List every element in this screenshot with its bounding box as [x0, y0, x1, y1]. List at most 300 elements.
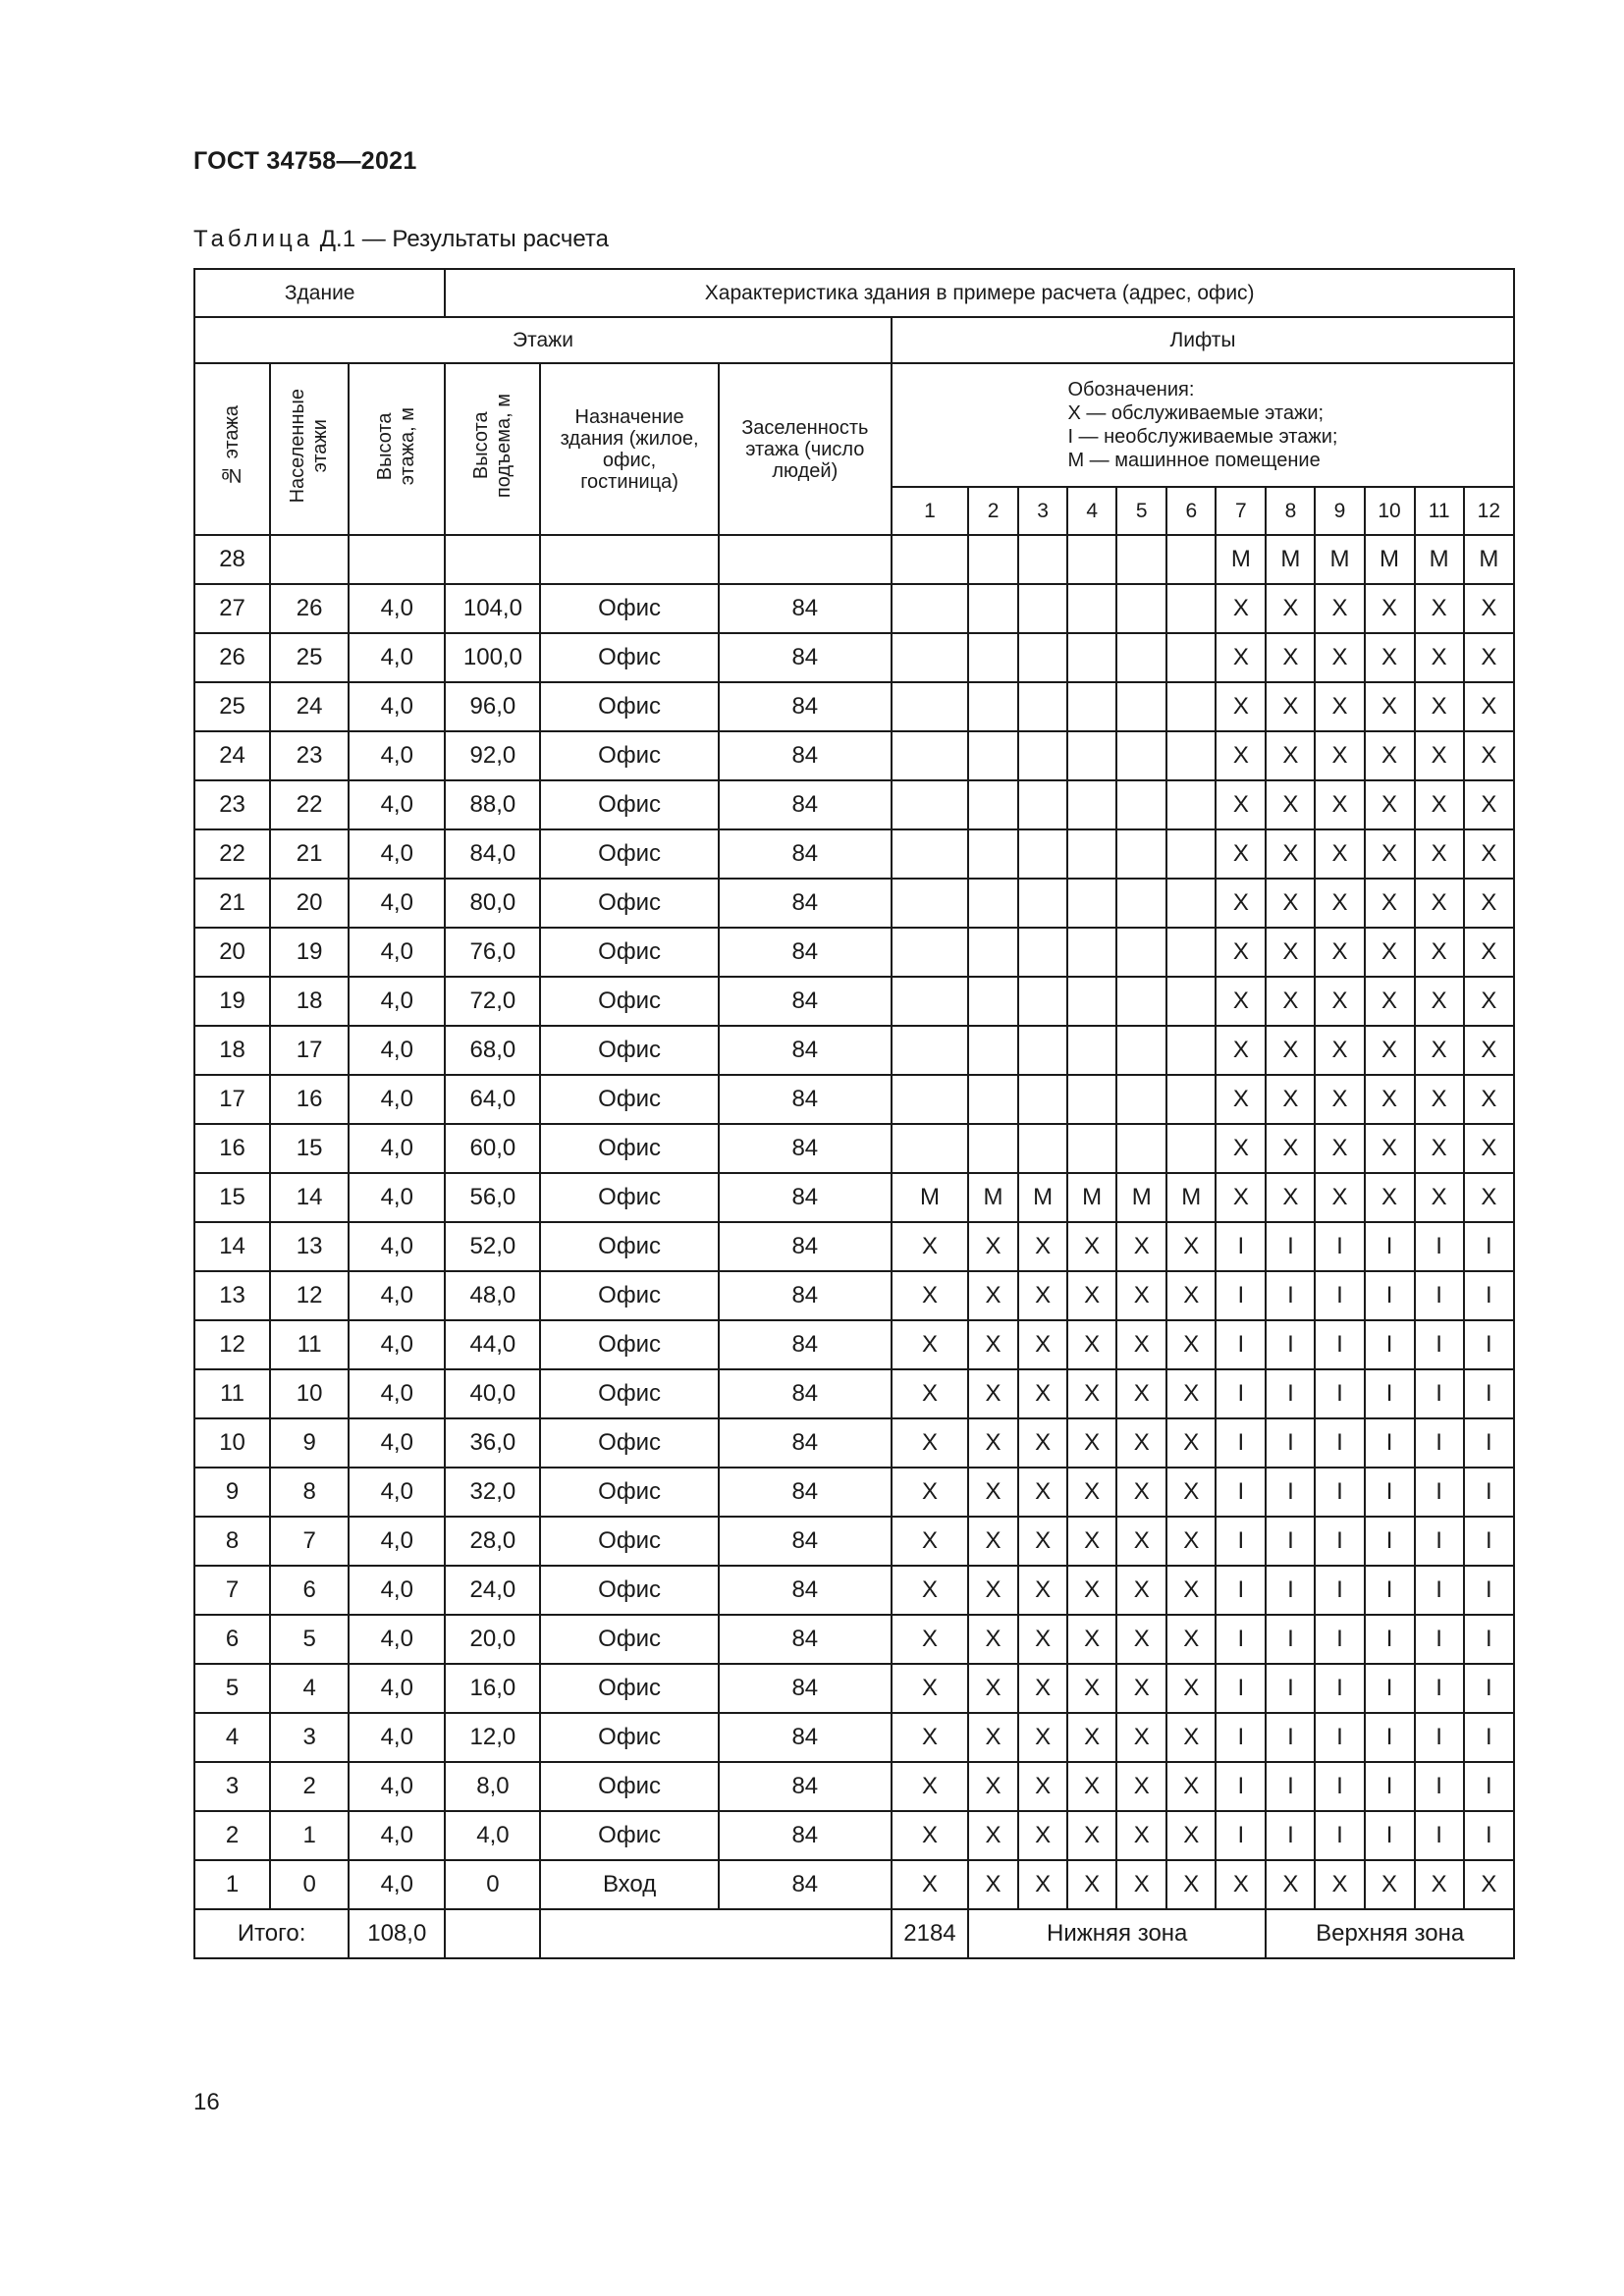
cell-purpose: Офис — [540, 1811, 718, 1860]
cell-lift-status: X — [1018, 1566, 1067, 1615]
cell-lift-status: M — [1018, 1173, 1067, 1222]
cell-lift-status: X — [1216, 1124, 1266, 1173]
cell-floor-height: 4,0 — [349, 1271, 445, 1320]
cell-lift-status: X — [1365, 1075, 1415, 1124]
cell-lift-status: X — [1315, 1124, 1364, 1173]
cell-lift-status — [968, 977, 1018, 1026]
cell-floor-height: 4,0 — [349, 1566, 445, 1615]
cell-lift-status: X — [1166, 1517, 1216, 1566]
cell-floor: 17 — [194, 1075, 270, 1124]
cell-populated: 3 — [270, 1713, 349, 1762]
document-header: ГОСТ 34758—2021 — [193, 147, 417, 175]
cell-floor: 11 — [194, 1369, 270, 1418]
cell-lift-status: X — [1216, 829, 1266, 879]
cell-occupancy: 84 — [719, 928, 892, 977]
cell-lift-status: X — [1266, 1860, 1315, 1909]
cell-lift-status: X — [1067, 1369, 1116, 1418]
cell-populated: 22 — [270, 780, 349, 829]
cell-occupancy: 84 — [719, 977, 892, 1026]
header-floor-height-line1: Высота — [374, 411, 397, 480]
table-row — [194, 1811, 1514, 1860]
cell-lift-status — [968, 682, 1018, 731]
cell-lift-status — [1018, 977, 1067, 1026]
cell-floor-height: 4,0 — [349, 1075, 445, 1124]
cell-lift-status — [1067, 682, 1116, 731]
cell-lift-status — [968, 535, 1018, 584]
cell-lift-status — [1018, 1026, 1067, 1075]
cell-lift-status: I — [1415, 1468, 1464, 1517]
cell-lift-status: X — [1067, 1762, 1116, 1811]
cell-lift-height: 76,0 — [445, 928, 540, 977]
cell-lift-status — [1166, 977, 1216, 1026]
cell-lift-status: X — [1365, 1124, 1415, 1173]
cell-lift-height: 48,0 — [445, 1271, 540, 1320]
cell-lift-status: I — [1365, 1320, 1415, 1369]
cell-lift-status: X — [1464, 731, 1514, 780]
cell-lift-status: X — [1216, 1860, 1266, 1909]
cell-lift-status: X — [1365, 1026, 1415, 1075]
cell-lift-status: I — [1315, 1615, 1364, 1664]
table-row — [194, 1124, 1514, 1173]
cell-lift-status: X — [1018, 1664, 1067, 1713]
cell-lift-status: X — [1464, 829, 1514, 879]
cell-lift-status: I — [1365, 1811, 1415, 1860]
cell-floor: 6 — [194, 1615, 270, 1664]
cell-lift-height: 20,0 — [445, 1615, 540, 1664]
cell-populated: 23 — [270, 731, 349, 780]
cell-lift-status: I — [1464, 1713, 1514, 1762]
cell-lift-status: X — [1116, 1222, 1166, 1271]
cell-floor: 22 — [194, 829, 270, 879]
header-lift-number: 8 — [1266, 487, 1315, 535]
cell-lift-status: X — [1216, 682, 1266, 731]
cell-lift-status: X — [1266, 584, 1315, 633]
cell-lift-status: I — [1315, 1369, 1364, 1418]
cell-lift-status: X — [892, 1418, 968, 1468]
cell-floor: 3 — [194, 1762, 270, 1811]
cell-lift-status: X — [968, 1271, 1018, 1320]
cell-populated: 7 — [270, 1517, 349, 1566]
cell-lift-status — [1067, 535, 1116, 584]
cell-lift-status: I — [1415, 1517, 1464, 1566]
cell-floor-height: 4,0 — [349, 1860, 445, 1909]
table-row — [194, 879, 1514, 928]
cell-lift-status: X — [1464, 1075, 1514, 1124]
cell-lift-status: X — [1216, 1026, 1266, 1075]
cell-lift-status: X — [1166, 1811, 1216, 1860]
cell-lift-status: M — [1415, 535, 1464, 584]
header-lift-number: 12 — [1464, 487, 1514, 535]
cell-lift-status — [1018, 780, 1067, 829]
cell-floor-height: 4,0 — [349, 1026, 445, 1075]
cell-lift-status: I — [1216, 1517, 1266, 1566]
cell-lift-status: X — [1067, 1615, 1116, 1664]
cell-lift-status — [892, 780, 968, 829]
cell-lift-status: I — [1365, 1566, 1415, 1615]
header-lift-number: 5 — [1116, 487, 1166, 535]
cell-lift-status: X — [1216, 633, 1266, 682]
cell-lift-status: I — [1315, 1664, 1364, 1713]
cell-populated: 18 — [270, 977, 349, 1026]
cell-lift-status: X — [968, 1418, 1018, 1468]
cell-lift-status: I — [1216, 1615, 1266, 1664]
cell-lift-status: X — [1464, 633, 1514, 682]
cell-lift-height: 36,0 — [445, 1418, 540, 1468]
cell-lift-status: I — [1266, 1811, 1315, 1860]
cell-occupancy: 84 — [719, 1222, 892, 1271]
header-lifts-group: Лифты — [892, 317, 1514, 363]
table-row — [194, 1075, 1514, 1124]
cell-lift-status: X — [1315, 633, 1364, 682]
cell-floor-height: 4,0 — [349, 682, 445, 731]
cell-occupancy: 84 — [719, 1517, 892, 1566]
total-empty-lift-height — [445, 1909, 540, 1958]
header-lift-number: 4 — [1067, 487, 1116, 535]
cell-lift-status: X — [1365, 1173, 1415, 1222]
cell-purpose: Офис — [540, 1517, 718, 1566]
cell-lift-status — [892, 1026, 968, 1075]
cell-lift-status: I — [1315, 1713, 1364, 1762]
cell-floor-height: 4,0 — [349, 829, 445, 879]
cell-lift-status: X — [1166, 1222, 1216, 1271]
cell-lift-status — [1166, 535, 1216, 584]
cell-lift-status: X — [1365, 682, 1415, 731]
cell-lift-status: X — [1067, 1418, 1116, 1468]
table-row — [194, 780, 1514, 829]
cell-lift-status: M — [1266, 535, 1315, 584]
cell-occupancy: 84 — [719, 1075, 892, 1124]
header-lift-height-line1: Высота — [469, 411, 492, 480]
cell-lift-status: I — [1266, 1615, 1315, 1664]
cell-lift-status: I — [1415, 1762, 1464, 1811]
table-row — [194, 633, 1514, 682]
cell-lift-status: X — [1216, 1075, 1266, 1124]
cell-lift-status: I — [1464, 1271, 1514, 1320]
cell-lift-status: I — [1365, 1664, 1415, 1713]
cell-lift-status: X — [968, 1468, 1018, 1517]
cell-lift-status: I — [1216, 1713, 1266, 1762]
cell-floor: 23 — [194, 780, 270, 829]
cell-lift-status: I — [1464, 1468, 1514, 1517]
cell-lift-status — [1067, 633, 1116, 682]
cell-lift-height: 92,0 — [445, 731, 540, 780]
cell-lift-status: X — [1266, 731, 1315, 780]
cell-lift-status: X — [1266, 829, 1315, 879]
cell-lift-status: X — [1116, 1664, 1166, 1713]
cell-lift-status — [1116, 879, 1166, 928]
cell-floor-height: 4,0 — [349, 1615, 445, 1664]
cell-lift-status: X — [1166, 1762, 1216, 1811]
cell-lift-status: X — [892, 1762, 968, 1811]
cell-lift-status: X — [1415, 682, 1464, 731]
cell-floor-height: 4,0 — [349, 1418, 445, 1468]
cell-lift-status — [1116, 928, 1166, 977]
cell-lift-status: M — [1365, 535, 1415, 584]
cell-lift-status: X — [1018, 1860, 1067, 1909]
cell-lift-height: 32,0 — [445, 1468, 540, 1517]
table-row — [194, 1615, 1514, 1664]
cell-floor-height: 4,0 — [349, 977, 445, 1026]
cell-lift-status: X — [1166, 1566, 1216, 1615]
table-row — [194, 1664, 1514, 1713]
cell-lift-status: X — [1116, 1811, 1166, 1860]
table-row — [194, 1026, 1514, 1075]
cell-lift-status: I — [1415, 1811, 1464, 1860]
cell-lift-status: X — [1266, 977, 1315, 1026]
cell-lift-status — [1166, 1075, 1216, 1124]
cell-lift-status: I — [1415, 1369, 1464, 1418]
cell-lift-status — [1166, 780, 1216, 829]
cell-lift-status: X — [1116, 1320, 1166, 1369]
header-populated — [270, 363, 349, 535]
cell-purpose: Офис — [540, 1026, 718, 1075]
cell-lift-status: I — [1365, 1369, 1415, 1418]
cell-populated: 12 — [270, 1271, 349, 1320]
table-row — [194, 1369, 1514, 1418]
cell-purpose: Офис — [540, 1320, 718, 1369]
cell-lift-status: I — [1464, 1566, 1514, 1615]
header-lift-number: 10 — [1365, 487, 1415, 535]
cell-lift-status: X — [1464, 780, 1514, 829]
cell-lift-status — [892, 829, 968, 879]
cell-populated: 11 — [270, 1320, 349, 1369]
cell-lift-status: M — [1315, 535, 1364, 584]
cell-floor: 7 — [194, 1566, 270, 1615]
cell-lift-status: X — [1116, 1762, 1166, 1811]
cell-occupancy: 84 — [719, 1468, 892, 1517]
cell-lift-status: X — [1415, 1860, 1464, 1909]
cell-lift-status: I — [1216, 1811, 1266, 1860]
cell-lift-status: X — [1464, 1173, 1514, 1222]
cell-lift-status: M — [1216, 535, 1266, 584]
cell-floor: 13 — [194, 1271, 270, 1320]
cell-lift-status: I — [1266, 1664, 1315, 1713]
cell-lift-status: X — [968, 1566, 1018, 1615]
cell-lift-status — [892, 584, 968, 633]
cell-lift-status: X — [1464, 928, 1514, 977]
cell-floor: 16 — [194, 1124, 270, 1173]
cell-floor: 8 — [194, 1517, 270, 1566]
cell-floor-height: 4,0 — [349, 1762, 445, 1811]
cell-lift-status — [1116, 977, 1166, 1026]
cell-lift-status: X — [1166, 1369, 1216, 1418]
cell-populated: 4 — [270, 1664, 349, 1713]
cell-lift-status: X — [1365, 977, 1415, 1026]
cell-lift-status: X — [968, 1320, 1018, 1369]
cell-lift-status — [1067, 1075, 1116, 1124]
cell-lift-status — [968, 1026, 1018, 1075]
cell-lift-status: X — [1166, 1664, 1216, 1713]
legend-line: Обозначения: — [1067, 378, 1195, 400]
cell-lift-status — [1116, 535, 1166, 584]
cell-lift-status: I — [1266, 1271, 1315, 1320]
cell-lift-status: X — [968, 1713, 1018, 1762]
cell-lift-status — [1018, 879, 1067, 928]
cell-lift-status: I — [1464, 1517, 1514, 1566]
cell-lift-status: X — [1067, 1468, 1116, 1517]
cell-lift-status: X — [1365, 1860, 1415, 1909]
cell-lift-status: I — [1415, 1271, 1464, 1320]
cell-lift-status: X — [1116, 1566, 1166, 1615]
table-row — [194, 535, 1514, 584]
cell-lift-status — [1018, 1124, 1067, 1173]
cell-populated: 6 — [270, 1566, 349, 1615]
header-populated-line1: Населенные — [287, 389, 309, 504]
cell-lift-height: 104,0 — [445, 584, 540, 633]
cell-lift-status — [892, 1075, 968, 1124]
cell-lift-status — [968, 731, 1018, 780]
cell-lift-status: X — [1116, 1369, 1166, 1418]
cell-lift-status: X — [1464, 682, 1514, 731]
table-row — [194, 1860, 1514, 1909]
cell-lift-status: X — [1315, 1075, 1364, 1124]
cell-lift-status: X — [1365, 633, 1415, 682]
cell-floor: 4 — [194, 1713, 270, 1762]
cell-lift-status: X — [892, 1320, 968, 1369]
cell-lift-status: I — [1266, 1369, 1315, 1418]
cell-lift-status: X — [1067, 1566, 1116, 1615]
cell-lift-status: M — [1067, 1173, 1116, 1222]
cell-lift-status: M — [968, 1173, 1018, 1222]
cell-populated: 17 — [270, 1026, 349, 1075]
header-floor-no-text: № этажа — [221, 405, 244, 487]
cell-lift-status — [968, 829, 1018, 879]
cell-occupancy: 84 — [719, 1860, 892, 1909]
cell-lift-status: X — [1315, 682, 1364, 731]
cell-lift-status: X — [1266, 682, 1315, 731]
table-caption — [193, 226, 609, 253]
cell-floor: 26 — [194, 633, 270, 682]
header-row-groups — [194, 317, 1514, 363]
cell-lift-status: M — [1464, 535, 1514, 584]
cell-occupancy — [719, 535, 892, 584]
cell-lift-status — [1067, 1124, 1116, 1173]
cell-lift-status — [1116, 1075, 1166, 1124]
cell-lift-status — [1166, 682, 1216, 731]
cell-lift-status: X — [1266, 879, 1315, 928]
cell-lift-status — [968, 879, 1018, 928]
table-row — [194, 1713, 1514, 1762]
cell-floor: 24 — [194, 731, 270, 780]
cell-lift-status: X — [892, 1713, 968, 1762]
cell-occupancy: 84 — [719, 1713, 892, 1762]
cell-lift-status — [1018, 633, 1067, 682]
cell-lift-status: I — [1464, 1615, 1514, 1664]
cell-lift-height: 40,0 — [445, 1369, 540, 1418]
cell-lift-status: X — [1116, 1517, 1166, 1566]
table-row — [194, 584, 1514, 633]
total-height-sum: 108,0 — [349, 1909, 445, 1958]
cell-lift-status — [1067, 879, 1116, 928]
cell-purpose: Офис — [540, 1369, 718, 1418]
cell-lift-status: I — [1266, 1566, 1315, 1615]
cell-lift-status: X — [1315, 584, 1364, 633]
cell-lift-status — [1166, 1026, 1216, 1075]
cell-lift-height: 84,0 — [445, 829, 540, 879]
cell-lift-status — [968, 1075, 1018, 1124]
cell-floor-height: 4,0 — [349, 1713, 445, 1762]
cell-lift-status: I — [1365, 1222, 1415, 1271]
cell-floor: 10 — [194, 1418, 270, 1468]
cell-lift-status — [1116, 682, 1166, 731]
cell-floor: 1 — [194, 1860, 270, 1909]
cell-lift-status: I — [1216, 1369, 1266, 1418]
cell-floor: 18 — [194, 1026, 270, 1075]
cell-lift-status — [1067, 1026, 1116, 1075]
cell-occupancy: 84 — [719, 1026, 892, 1075]
cell-lift-status: X — [892, 1664, 968, 1713]
cell-lift-status — [1166, 633, 1216, 682]
cell-lift-status: X — [1415, 879, 1464, 928]
cell-lift-status: I — [1315, 1320, 1364, 1369]
table-row — [194, 1222, 1514, 1271]
cell-lift-status: I — [1365, 1762, 1415, 1811]
cell-lift-status: I — [1266, 1517, 1315, 1566]
cell-lift-height: 28,0 — [445, 1517, 540, 1566]
cell-lift-height: 68,0 — [445, 1026, 540, 1075]
cell-lift-status: X — [1116, 1271, 1166, 1320]
cell-lift-status — [892, 535, 968, 584]
cell-lift-status: I — [1266, 1762, 1315, 1811]
cell-floor-height: 4,0 — [349, 633, 445, 682]
header-row-columns — [194, 363, 1514, 487]
cell-populated: 5 — [270, 1615, 349, 1664]
cell-floor: 25 — [194, 682, 270, 731]
cell-occupancy: 84 — [719, 1320, 892, 1369]
cell-populated: 0 — [270, 1860, 349, 1909]
cell-purpose: Офис — [540, 1713, 718, 1762]
cell-floor-height: 4,0 — [349, 1468, 445, 1517]
cell-lift-status — [1166, 928, 1216, 977]
total-lower-zone: Нижняя зона — [968, 1909, 1266, 1958]
cell-lift-status: X — [1365, 731, 1415, 780]
cell-lift-status — [1067, 731, 1116, 780]
cell-floor: 27 — [194, 584, 270, 633]
cell-lift-status: X — [1166, 1468, 1216, 1517]
header-purpose: Назначение здания (жилое, офис, гостиница) — [540, 363, 718, 535]
cell-lift-status: X — [1018, 1369, 1067, 1418]
cell-lift-status: I — [1266, 1222, 1315, 1271]
header-lift-number: 9 — [1315, 487, 1364, 535]
cell-lift-status: I — [1415, 1320, 1464, 1369]
cell-floor-height: 4,0 — [349, 1173, 445, 1222]
cell-lift-status — [1018, 928, 1067, 977]
cell-purpose: Офис — [540, 1271, 718, 1320]
cell-occupancy: 84 — [719, 1418, 892, 1468]
cell-lift-status: X — [1018, 1615, 1067, 1664]
cell-lift-status — [1067, 829, 1116, 879]
cell-populated: 19 — [270, 928, 349, 977]
cell-lift-status: X — [1216, 780, 1266, 829]
cell-occupancy: 84 — [719, 682, 892, 731]
header-floor-height-line2: этажа, м — [397, 406, 419, 485]
cell-purpose: Офис — [540, 1468, 718, 1517]
cell-lift-status: I — [1415, 1615, 1464, 1664]
cell-occupancy: 84 — [719, 1762, 892, 1811]
cell-populated: 20 — [270, 879, 349, 928]
cell-lift-status: X — [1216, 1173, 1266, 1222]
cell-lift-status: I — [1216, 1762, 1266, 1811]
cell-lift-status: I — [1216, 1566, 1266, 1615]
cell-lift-status: I — [1464, 1418, 1514, 1468]
cell-purpose: Вход — [540, 1860, 718, 1909]
cell-lift-status: X — [968, 1860, 1018, 1909]
cell-lift-status — [968, 1124, 1018, 1173]
table-caption-title: Д.1 — Результаты расчета — [313, 226, 609, 252]
cell-lift-height — [445, 535, 540, 584]
cell-floor: 21 — [194, 879, 270, 928]
cell-lift-status: X — [892, 1369, 968, 1418]
